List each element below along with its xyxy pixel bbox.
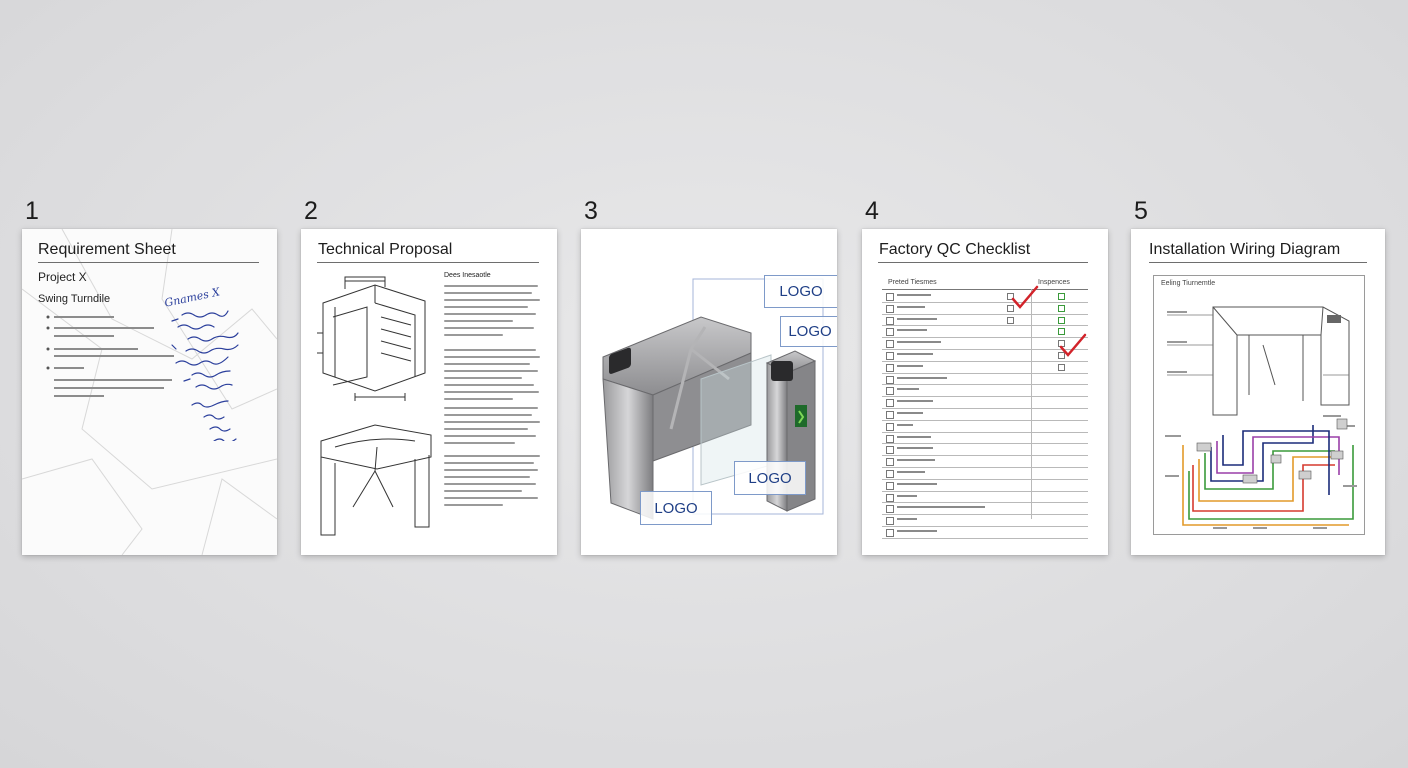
checkbox[interactable] bbox=[886, 376, 894, 384]
logo-placement-3: LOGO bbox=[734, 461, 806, 495]
title-divider bbox=[1149, 262, 1367, 263]
checklist-column-item: Preted Tiesmes bbox=[888, 279, 937, 286]
status-checkbox[interactable] bbox=[1058, 305, 1065, 312]
checklist-row bbox=[882, 303, 1088, 315]
checklist-row bbox=[882, 409, 1088, 421]
checklist-row bbox=[882, 515, 1088, 527]
checklist-item-text bbox=[897, 341, 941, 343]
step-number-1: 1 bbox=[25, 197, 39, 225]
step-number-2: 2 bbox=[304, 197, 318, 225]
checkbox[interactable] bbox=[886, 399, 894, 407]
qc-checklist-sheet[interactable] bbox=[862, 229, 1108, 555]
checklist-item-text bbox=[897, 318, 937, 320]
technical-proposal-sheet[interactable] bbox=[301, 229, 557, 555]
sheet-title: Installation Wiring Diagram bbox=[1149, 241, 1341, 258]
checklist-row bbox=[882, 527, 1088, 539]
checkbox[interactable] bbox=[886, 435, 894, 443]
swing-gate-drawing bbox=[315, 273, 440, 401]
checklist-row bbox=[882, 421, 1088, 433]
check-mark-icon bbox=[1058, 333, 1088, 359]
step-number-4: 4 bbox=[865, 197, 879, 225]
column-heading: Dees Inesaotle bbox=[444, 272, 491, 279]
logo-placement-4: LOGO bbox=[640, 491, 712, 525]
checkbox[interactable] bbox=[886, 317, 894, 325]
checklist-row bbox=[882, 374, 1088, 386]
project-name: Project X bbox=[38, 270, 87, 284]
status-checkbox[interactable] bbox=[1058, 293, 1065, 300]
title-divider bbox=[38, 262, 259, 263]
checklist-item-text bbox=[897, 495, 917, 497]
proposal-text-block-3 bbox=[444, 407, 542, 449]
checklist-item-text bbox=[897, 412, 923, 414]
checklist-item-text bbox=[897, 436, 931, 438]
checklist-header-rule bbox=[882, 289, 1088, 290]
requirement-bullets bbox=[42, 313, 182, 403]
checklist-row bbox=[882, 385, 1088, 397]
checklist-item-text bbox=[897, 447, 933, 449]
checklist-item-text bbox=[897, 365, 923, 367]
status-checkbox[interactable] bbox=[1058, 364, 1065, 371]
product-name: Swing Turndile bbox=[38, 293, 111, 305]
check-mark-icon bbox=[1010, 285, 1040, 311]
qc-checklist bbox=[882, 291, 1088, 539]
checklist-item-text bbox=[897, 388, 919, 390]
checklist-row bbox=[882, 480, 1088, 492]
sheet-title: Factory QC Checklist bbox=[879, 241, 1031, 258]
checklist-item-text bbox=[897, 424, 913, 426]
checklist-row bbox=[882, 492, 1088, 504]
step-number-3: 3 bbox=[584, 197, 598, 225]
checklist-row bbox=[882, 444, 1088, 456]
requirement-sheet[interactable] bbox=[22, 229, 277, 555]
diagram-heading: Eeling Tiurnemtle bbox=[1161, 280, 1216, 287]
checklist-row bbox=[882, 468, 1088, 480]
logo-placement-1: LOGO bbox=[764, 275, 837, 308]
handwritten-note: Gnames X bbox=[163, 285, 222, 310]
checklist-item-text bbox=[897, 400, 933, 402]
checklist-item-text bbox=[897, 518, 917, 520]
checkbox[interactable] bbox=[886, 517, 894, 525]
checkbox[interactable] bbox=[886, 387, 894, 395]
sheet-title: Technical Proposal bbox=[318, 241, 453, 258]
checklist-row bbox=[882, 397, 1088, 409]
checkbox[interactable] bbox=[886, 470, 894, 478]
proposal-text-block-1 bbox=[444, 285, 542, 341]
proposal-text-block-2 bbox=[444, 349, 542, 405]
checklist-row bbox=[882, 291, 1088, 303]
checkbox[interactable] bbox=[886, 411, 894, 419]
checkbox[interactable] bbox=[1007, 317, 1014, 324]
checkbox[interactable] bbox=[886, 328, 894, 336]
checkbox[interactable] bbox=[886, 505, 894, 513]
checklist-item-text bbox=[897, 377, 947, 379]
checklist-item-text bbox=[897, 471, 925, 473]
checkbox[interactable] bbox=[886, 423, 894, 431]
checkbox[interactable] bbox=[886, 446, 894, 454]
checklist-row bbox=[882, 433, 1088, 445]
checkbox[interactable] bbox=[886, 458, 894, 466]
branded-render-sheet[interactable] bbox=[581, 229, 837, 555]
checkbox[interactable] bbox=[886, 494, 894, 502]
checklist-item-text bbox=[897, 530, 937, 532]
logo-placement-2: LOGO bbox=[780, 316, 837, 347]
checklist-item-text bbox=[897, 294, 931, 296]
checklist-row bbox=[882, 456, 1088, 468]
checklist-row bbox=[882, 315, 1088, 327]
proposal-text-block-4 bbox=[444, 455, 542, 511]
checkbox[interactable] bbox=[886, 364, 894, 372]
checkbox[interactable] bbox=[886, 482, 894, 490]
status-checkbox[interactable] bbox=[1058, 317, 1065, 324]
handwritten-scribbles bbox=[162, 301, 272, 441]
wiring-diagram-sheet[interactable] bbox=[1131, 229, 1385, 555]
checkbox[interactable] bbox=[886, 340, 894, 348]
checklist-item-text bbox=[897, 483, 937, 485]
tripod-turnstile-drawing bbox=[315, 417, 440, 539]
checklist-item-text bbox=[897, 306, 925, 308]
title-divider bbox=[878, 262, 1088, 263]
checkbox[interactable] bbox=[886, 305, 894, 313]
checkbox[interactable] bbox=[886, 529, 894, 537]
checklist-item-text bbox=[897, 459, 935, 461]
step-number-5: 5 bbox=[1134, 197, 1148, 225]
checklist-item-text bbox=[897, 506, 985, 508]
checklist-column-status: Inspences bbox=[1038, 279, 1070, 286]
checklist-item-text bbox=[897, 329, 927, 331]
checklist-row bbox=[882, 503, 1088, 515]
checklist-item-text bbox=[897, 353, 933, 355]
checkbox[interactable] bbox=[886, 293, 894, 301]
wiring-diagram bbox=[1153, 275, 1363, 533]
title-divider bbox=[317, 262, 539, 263]
checkbox[interactable] bbox=[886, 352, 894, 360]
checklist-row bbox=[882, 362, 1088, 374]
sheet-title: Requirement Sheet bbox=[38, 241, 176, 258]
